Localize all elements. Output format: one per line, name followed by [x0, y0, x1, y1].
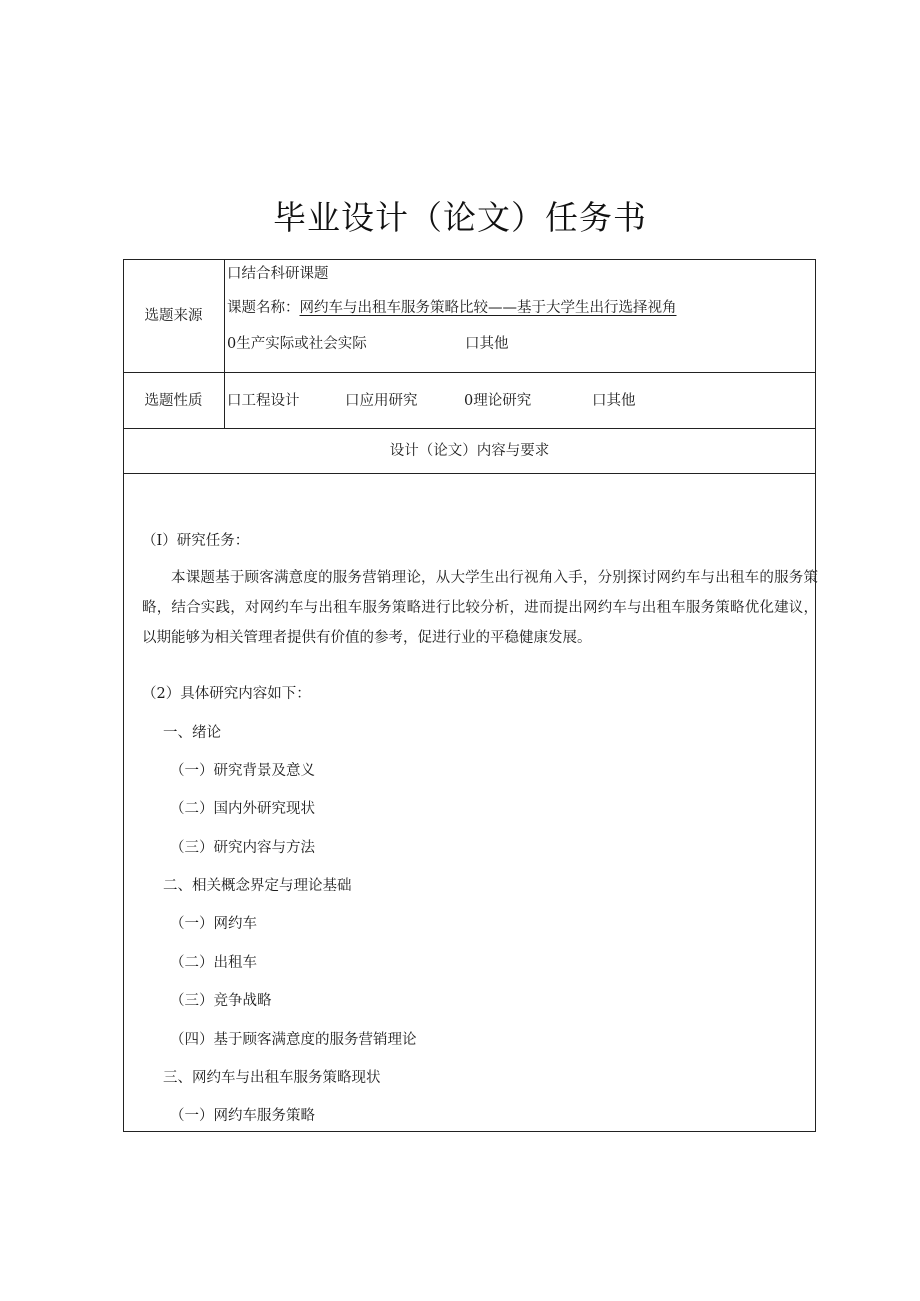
- content-requirements-header: 设计（论文）内容与要求: [389, 443, 550, 459]
- topic-label: 课题名称：: [227, 300, 300, 316]
- option-research-project: 口结合科研课题: [227, 266, 329, 282]
- task-heading: （I）研究任务：: [142, 533, 250, 549]
- topic-line: [227, 298, 677, 318]
- row-divider-1: [123, 372, 816, 373]
- content-heading: （2）具体研究内容如下：: [142, 686, 311, 702]
- option-engineering-design: 口工程设计: [227, 393, 300, 409]
- outline-item: （二）国内外研究现状: [170, 801, 315, 817]
- row-divider-3: [123, 473, 816, 474]
- topic-name: 网约车与出租车服务策略比较——基于大学生出行选择视角: [299, 300, 677, 316]
- outline-item: （三）研究内容与方法: [170, 840, 315, 856]
- outline-item: 二、相关概念界定与理论基础: [163, 878, 352, 894]
- option-other-source: 口其他: [465, 336, 509, 352]
- task-paragraph: 本课题基于顾客满意度的服务营销理论，从大学生出行视角入手，分别探讨网约车与出租车的服务策略，结合实践，对网约车与出租车服务策略进行比较分析，进而提出网约车与出租车服务策略优化建议，以期能够为相关管理者提供有价值的参考，促进行业的平稳健康发展。: [142, 570, 818, 646]
- outline-item: （一）网约车服务策略: [170, 1108, 315, 1124]
- outline-item: （三）竞争战略: [170, 993, 272, 1009]
- outline-item: （一）网约车: [170, 916, 257, 932]
- option-applied-research: 口应用研究: [345, 393, 418, 409]
- option-other-nature: 口其他: [592, 393, 636, 409]
- outline-item: 一、绪论: [163, 725, 221, 741]
- row-divider-2: [123, 428, 816, 429]
- outline-item: 三、网约车与出租车服务策略现状: [163, 1070, 381, 1086]
- column-divider: [224, 259, 225, 428]
- option-theoretical-research: 0理论研究: [464, 393, 532, 409]
- outline-item: （四）基于顾客满意度的服务营销理论: [170, 1032, 417, 1048]
- option-production-practice: 0生产实际或社会实际: [227, 336, 367, 352]
- outline-item: （二）出租车: [170, 955, 257, 971]
- source-label: 选题来源: [144, 308, 203, 324]
- page-title: 毕业设计（论文）任务书: [273, 198, 647, 237]
- outline-item: （一）研究背景及意义: [170, 763, 315, 779]
- nature-label: 选题性质: [144, 393, 203, 409]
